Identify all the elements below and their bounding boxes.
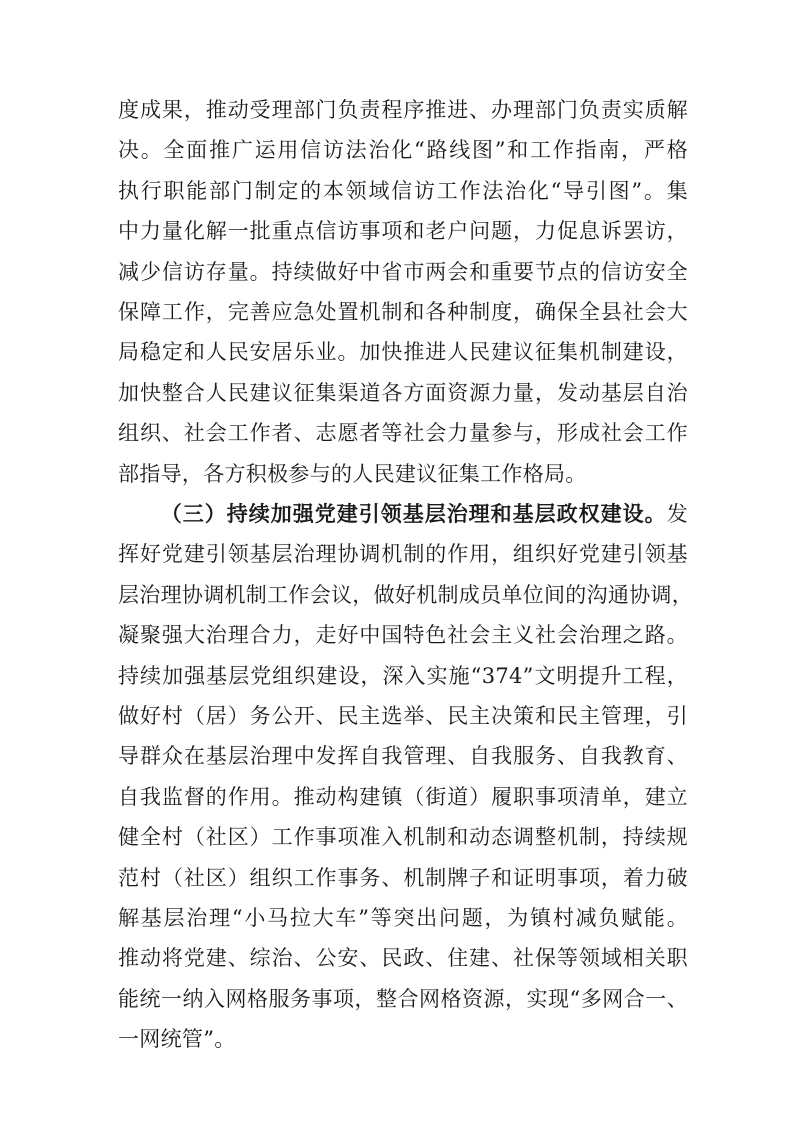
paragraph-line: 一网统管”。 [118,1027,236,1052]
paragraph-line: 层治理协调机制工作会议，做好机制成员单位间的沟通协调， [118,582,694,607]
section-heading-line [118,494,688,534]
paragraph-line: 度成果，推动受理部门负责程序推进、办理部门负责实质解 [118,98,688,122]
paragraph-line: 推动将党建、综治、公安、民政、住建、社保等领域相关职 [118,946,688,971]
paragraph-line: 加快整合人民建议征集渠道各方面资源力量，发动基层自治 [118,380,688,405]
paragraph-line: 中力量化解一批重点信访事项和老户问题，力促息诉罢访， [118,219,688,244]
section-heading-tail: 发 [666,502,688,526]
paragraph-line: 能统一纳入网格服务事项，整合网格资源，实现“多网合一、 [118,986,688,1011]
paragraph-line: 范村（社区）组织工作事务、机制牌子和证明事项，着力破 [118,865,688,890]
paragraph-line: 解基层治理“小马拉大车”等突出问题，为镇村减负赋能。 [118,906,688,930]
paragraph-line: 保障工作，完善应急处置机制和各种制度，确保全县社会大 [118,300,688,324]
paragraph-line: 导群众在基层治理中发挥自我管理、自我服务、自我教育、 [118,744,688,769]
section-heading: （三）持续加强党建引领基层治理和基层政权建设。 [160,501,667,526]
paragraph-line: 挥好党建引领基层治理协调机制的作用，组织好党建引领基 [118,542,688,567]
paragraph-line: 减少信访存量。持续做好中省市两会和重要节点的信访安全 [118,259,688,284]
paragraph-line: 做好村（居）务公开、民主选举、民主决策和民主管理，引 [118,704,688,728]
paragraph-line: 决。全面推广运用信访法治化“路线图”和工作指南，严格 [118,138,688,163]
paragraph-line: 部指导，各方积极参与的人民建议征集工作格局。 [118,461,587,486]
paragraph-line: 持续加强基层党组织建设，深入实施“374”文明提升工程， [118,663,688,688]
paragraph-line: 局稳定和人民安居乐业。加快推进人民建议征集机制建设， [118,340,688,365]
paragraph-line: 凝聚强大治理合力，走好中国特色社会主义社会治理之路。 [118,623,688,648]
paragraph-line: 执行职能部门制定的本领域信访工作法治化“导引图”。集 [118,178,688,203]
paragraph-line: 自我监督的作用。推动构建镇（街道）履职事项清单，建立 [118,784,688,809]
paragraph-line: 组织、社会工作者、志愿者等社会力量参与，形成社会工作 [118,421,688,446]
paragraph-line: 健全村（社区）工作事项准入机制和动态调整机制，持续规 [118,825,688,850]
